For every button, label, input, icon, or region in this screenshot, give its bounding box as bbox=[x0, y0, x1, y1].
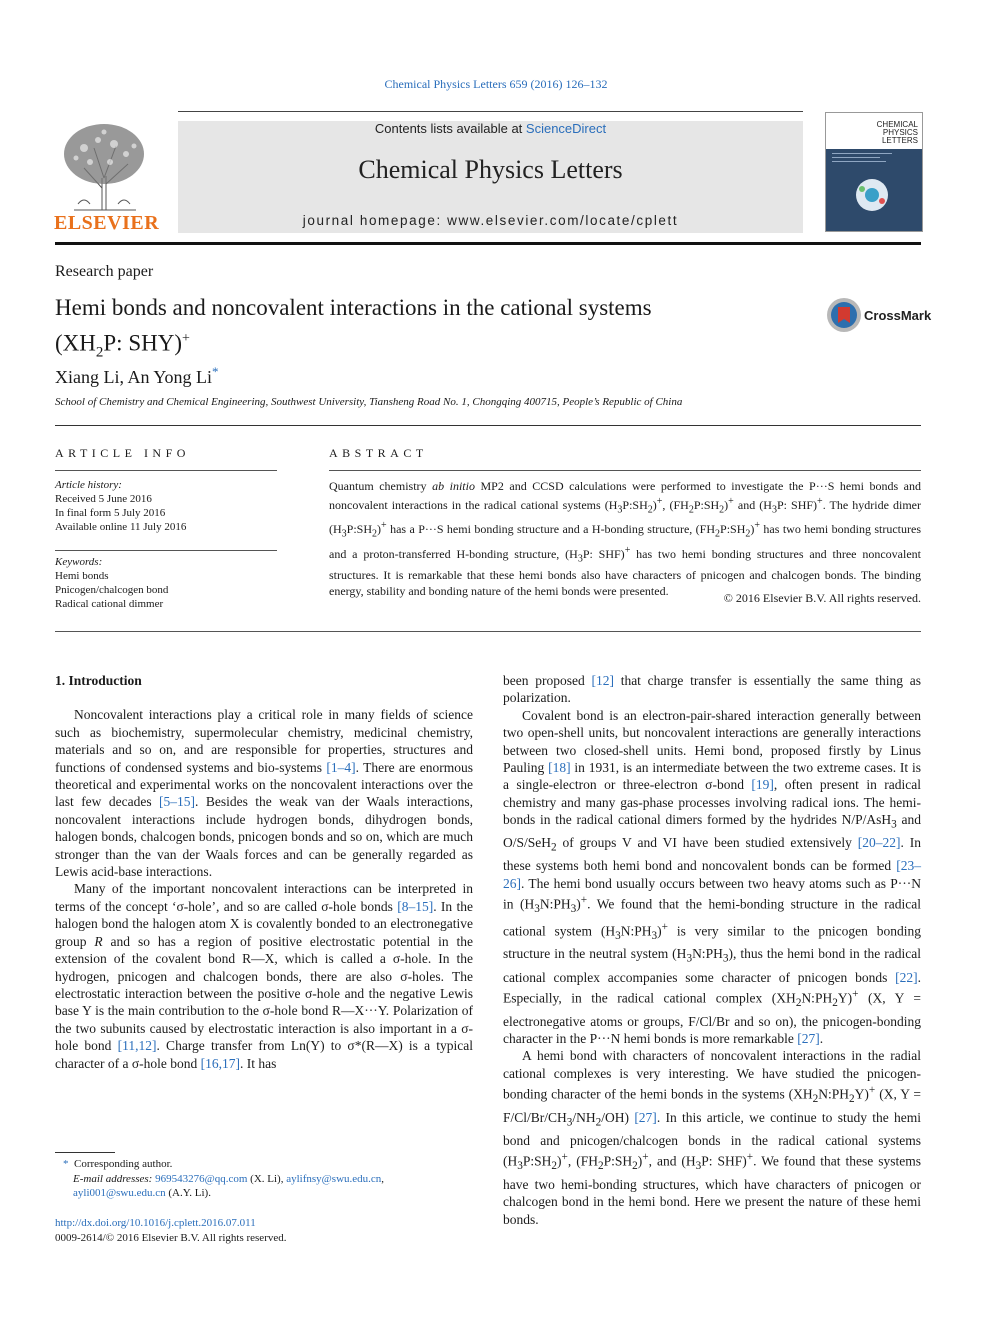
elsevier-wordmark[interactable]: ELSEVIER bbox=[54, 212, 160, 234]
keyword: Hemi bonds bbox=[55, 570, 109, 582]
body-paragraph: Covalent bond is an electron-pair-shared interaction generally between two open-shell units, but noncovalent interactions are generally interactions between two closed-shell units. Hemi bond, proposed firstly by Linus Pauling [18] in 1931, is an intermediate between the two extreme cases. It is a single-electron or three-electron σ-bond [19], often present in radical chemistry and many gas-phase processes involving radical ions. The hemi-bonds in the radical cational dimers formed by the hydrides N/P/AsH$_3$ and O/S/SeH$_2$ of groups V and VI have been studied extensively [20–22]. In these systems both hemi bond and noncovalent bonds can be formed [23–26]. The hemi bond usually occurs between two heavy atoms such as P···N in $(H_3N:PH_3)^+$. We found that the hemi-bonding structure in the radical cational system $(H_3N:PH_3)^+$ is very similar to the pnicogen bonding structure in the neutral system $(H_3N:PH_3)$, thus the hemi bond in the radical cational complex accompanies some character of pnicogen bonds [22]. Especially, in the radical cational complex $(XH_2N:PH_2Y)^+$ (X, Y = electronegative atoms or groups, F/Cl/Br and so on), the pnicogen-bonding character in the P···N hemi bonds is more remarkable [27]. bbox=[503, 707, 922, 1046]
body-column-left bbox=[55, 672, 473, 1072]
doi-block bbox=[55, 1216, 473, 1245]
cover-title bbox=[864, 121, 918, 145]
divider-rule bbox=[55, 550, 277, 551]
online-date: Available online 11 July 2016 bbox=[55, 521, 187, 533]
keywords-label: Keywords: bbox=[55, 556, 103, 568]
header-bottom-rule bbox=[55, 242, 921, 245]
cover-image-band bbox=[826, 149, 922, 231]
issn-line: 0009-2614/© 2016 Elsevier B.V. All rights reserved. bbox=[55, 1231, 287, 1244]
cover-title-line: LETTERS bbox=[881, 136, 918, 145]
email-owner: (X. Li), bbox=[247, 1172, 287, 1185]
body-paragraph: Noncovalent interactions play a critical role in many fields of science such as biochemistry, supermolecular chemistry, medicinal chemistry, materials and so on, and are responsible for properties, structures and functions of condensed systems and bio-systems [1–4]. There are enormous theoretical and experimental works on the noncovalent interactions over the last few decades [5–15]. Besides the weak van der Waals interactions, noncovalent interactions include hydrogen bonds, dihydrogen bonds, halogen bonds, chalcogen bonds, pnicogen bonds and so on, which are much stronger than the van der Waals forces and can be generally regarded as Lewis acid-base interactions. bbox=[55, 707, 473, 880]
journal-title: Chemical Physics Letters bbox=[358, 155, 623, 184]
email-link[interactable]: aylifnsy@swu.edu.cn bbox=[286, 1172, 382, 1185]
divider-rule bbox=[55, 631, 921, 632]
corresponding-author-text: Corresponding author. bbox=[74, 1158, 173, 1170]
article-title bbox=[55, 292, 815, 368]
title-line-1: Hemi bonds and noncovalent interactions in the cational systems bbox=[55, 295, 652, 320]
keyword: Pnicogen/chalcogen bond bbox=[55, 584, 169, 596]
article-history bbox=[55, 478, 277, 534]
article-type: Research paper bbox=[55, 263, 154, 280]
author-list bbox=[55, 364, 219, 388]
abstract-heading: ABSTRACT bbox=[329, 446, 428, 460]
cover-title-line: CHEMICAL bbox=[876, 120, 918, 129]
journal-homepage bbox=[178, 213, 803, 228]
email-addresses: E-mail addresses: 969543276@qq.com (X. Li), aylifnsy@swu.edu.cn, ayli001@swu.edu.cn (A.Y. Li). bbox=[73, 1172, 385, 1199]
body-paragraph: Many of the important noncovalent interactions can be interpreted in terms of the concept ‘σ-hole’, and so are called σ-hole bonds [8–15]. In the halogen bond the halogen atom X is covalently bonded to an electronegative group R and so has a region of positive electrostatic potential in the extension of the covalent bond R—X, which is called a σ-hole. In the hydrogen, pnicogen and chalcogen bonds, there are also σ-holes. The electrostatic interaction between the positive σ-hole and the negative Lewis base Y is the main contribution to the σ-hole bond R—X···Y. Polarization of the two subunits caused by electrostatic interaction is also important in a σ-hole bond [11,12]. Charge transfer from Ln(Y) to σ*(R—X) is a typical character of a σ-hole bond [16,17]. It has bbox=[55, 881, 473, 1071]
abstract-text: Quantum chemistry ab initio MP2 and CCSD calculations were performed to investigate the P···S hemi bonds and noncovalent interactions in the radical cational systems $(H_3P:SH_2)^+$, $(FH_2P:SH_2)^+$ and ($H_3P$: SHF)+. The hydride dimer $(H_3P:SH_2)^+$ has a P···S hemi bonding structure and a H-bonding structure, $(FH_2P:SH_2)^+$ has two hemi bonding structures and a proton-transferred H-bonding structure, ($H_3P$: SHF)+ has two hemi bonding structures and three noncovalent structures. It is remarkable that these hemi bonds also have characters of pnicogen and chalcogen bonds. The binding energy, stability and bonding nature of the hemi bonds were presented. bbox=[329, 479, 922, 599]
affiliation: School of Chemistry and Chemical Engineering, Southwest University, Tiansheng Road No. 1, Chongqing 400715, People’s Republic of China bbox=[55, 396, 683, 408]
journal-cover-thumbnail[interactable] bbox=[825, 112, 923, 232]
email-label: E-mail addresses: bbox=[73, 1172, 153, 1185]
keyword: Radical cational dimmer bbox=[55, 598, 164, 610]
email-link[interactable]: ayli001@swu.edu.cn bbox=[73, 1187, 166, 1199]
contents-prefix: Contents lists available at bbox=[374, 121, 526, 136]
footnote-rule bbox=[55, 1152, 115, 1153]
corresponding-author-note bbox=[55, 1157, 473, 1172]
email-owner: (A.Y. Li). bbox=[165, 1187, 211, 1199]
footnote-mark[interactable]: * bbox=[63, 1158, 69, 1170]
divider-rule bbox=[55, 470, 277, 471]
journal-reference[interactable]: Chemical Physics Letters 659 (2016) 126–132 bbox=[384, 77, 608, 91]
keywords bbox=[55, 555, 277, 611]
sciencedirect-link[interactable]: ScienceDirect bbox=[525, 121, 607, 136]
footnotes bbox=[55, 1157, 473, 1201]
homepage-url-link[interactable]: www.elsevier.com/locate/cplett bbox=[447, 213, 679, 228]
divider-rule bbox=[329, 470, 921, 471]
contents-line bbox=[178, 121, 803, 136]
doi-link[interactable]: http://dx.doi.org/10.1016/j.cplett.2016.07.011 bbox=[55, 1217, 256, 1229]
section-heading: 1. Introduction bbox=[55, 673, 142, 688]
body-column-right bbox=[503, 672, 921, 1228]
final-form-date: In final form 5 July 2016 bbox=[55, 507, 166, 519]
corresponding-author-mark[interactable]: * bbox=[212, 364, 219, 379]
crossmark-label[interactable]: CrossMark bbox=[864, 308, 932, 323]
title-line-2: ($XH_2P$: SHY)+ bbox=[55, 330, 190, 361]
received-date: Received 5 June 2016 bbox=[55, 493, 152, 505]
header-top-rule bbox=[178, 111, 803, 112]
homepage-prefix: journal homepage: bbox=[302, 213, 448, 228]
abstract-copyright: © 2016 Elsevier B.V. All rights reserved. bbox=[723, 591, 921, 605]
body-paragraph: A hemi bond with characters of noncovalent interactions in the radial cational complexes is very interesting. We have studied the pnicogen-bonding character of the hemi bonds in the systems $(XH_2N:PH_2Y)^+$ (X, $Y = F/Cl/Br/CH_3/NH_2/OH$) [27]. In this article, we continue to study the hemi bond and pnicogen/chalcogen bonds in the radical cational systems $(H_3P:SH_2)^+$, $(FH_2P:SH_2)^+$, and ($H_3P$: SHF)+. We found that these systems have two hemi-bonding structures, which have characters of pnicogen or chalcogen bond in the hemi bond. Here we present the nature of these hemi bonds. bbox=[503, 1048, 922, 1227]
divider-rule bbox=[55, 425, 921, 426]
history-label: Article history: bbox=[55, 479, 122, 491]
article-info-heading: ARTICLE INFO bbox=[55, 446, 190, 460]
body-paragraph: been proposed [12] that charge transfer is essentially the same thing as polarization. bbox=[503, 673, 921, 706]
cover-molecule-graphic bbox=[826, 149, 922, 231]
email-link[interactable]: 969543276@qq.com bbox=[155, 1172, 248, 1185]
cover-title-line: PHYSICS bbox=[882, 128, 918, 137]
authors-names: Xiang Li, An Yong Li bbox=[55, 367, 213, 387]
